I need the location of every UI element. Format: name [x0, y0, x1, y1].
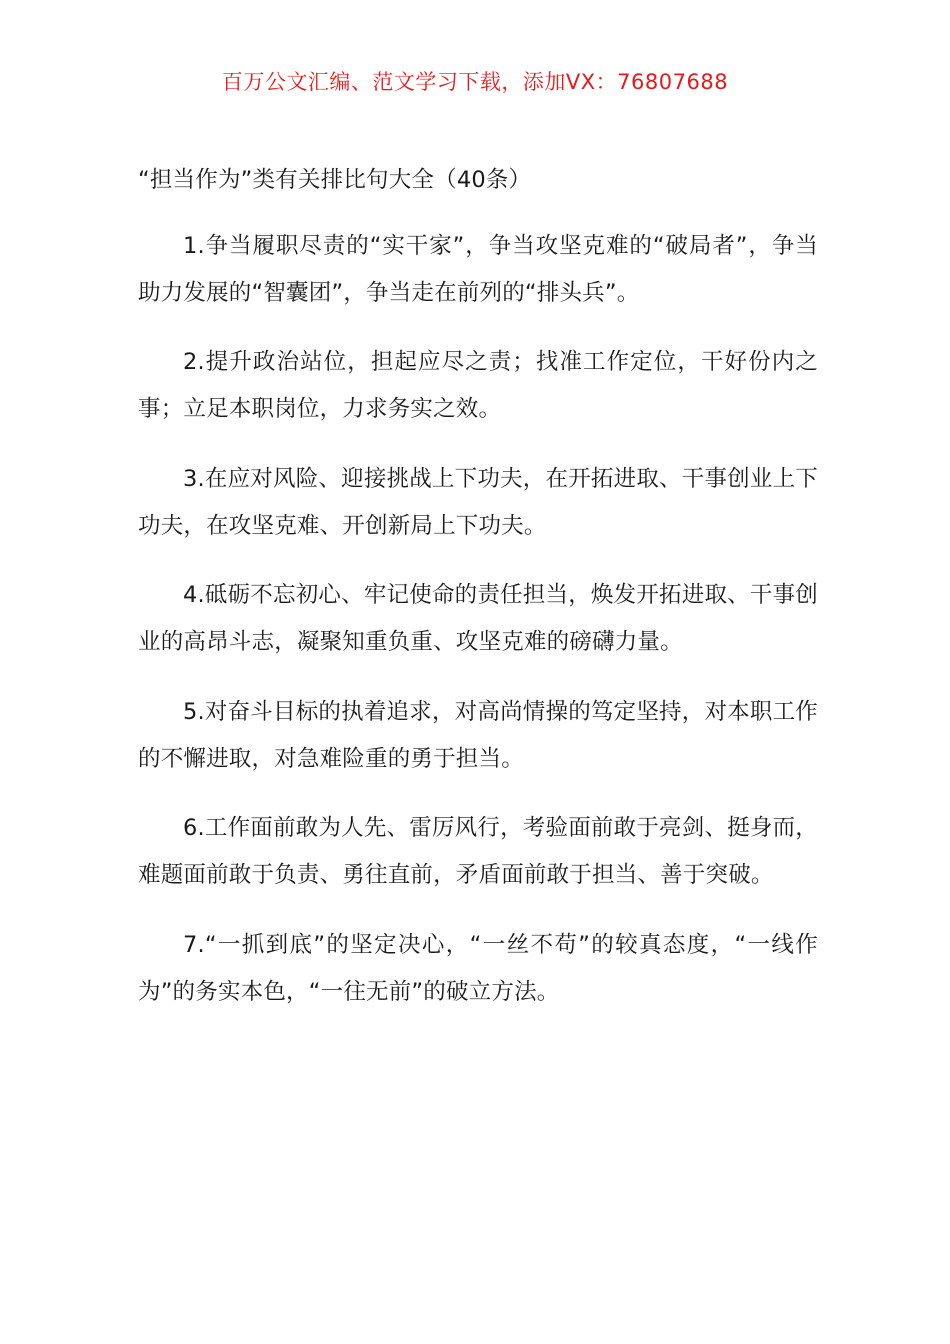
paragraph-6: 6.工作面前敢为人先、雷厉风行，考验面前敢于亮剑、挺身而，难题面前敢于负责、勇往直前，矛盾面前敢于担当、善于突破。 — [138, 815, 818, 888]
paragraph-3: 3.在应对风险、迎接挑战上下功夫，在开拓进取、干事创业上下功夫，在攻坚克难、开创新局上下功夫。 — [138, 465, 818, 539]
paragraph-2: 2.提升政治站位，担起应尽之责；找准工作定位，干好份内之事；立足本职岗位，力求务实之效。 — [138, 349, 818, 422]
document-title: “担当作为”类有关排比句大全（40条） — [138, 167, 532, 193]
watermark-text: 百万公文汇编、范文学习下载，添加VX：76807688 — [221, 70, 729, 94]
paragraph-5: 5.对奋斗目标的执着追求，对高尚情操的笃定坚持，对本职工作的不懈进取，对急难险重的勇于担当。 — [138, 698, 818, 772]
paragraph-4: 4.砥砺不忘初心、牢记使命的责任担当，焕发开拓进取、干事创业的高昂斗志，凝聚知重负重、攻坚克难的磅礴力量。 — [138, 582, 818, 655]
paragraph-7: 7.“一抓到底”的坚定决心，“一丝不苟”的较真态度，“一线作为”的务实本色，“一往无前”的破立方法。 — [138, 931, 818, 1005]
paragraph-1: 1.争当履职尽责的“实干家”，争当攻坚克难的“破局者”，争当助力发展的“智囊团”，争当走在前列的“排头兵”。 — [138, 232, 818, 306]
document-body — [138, 160, 818, 1027]
